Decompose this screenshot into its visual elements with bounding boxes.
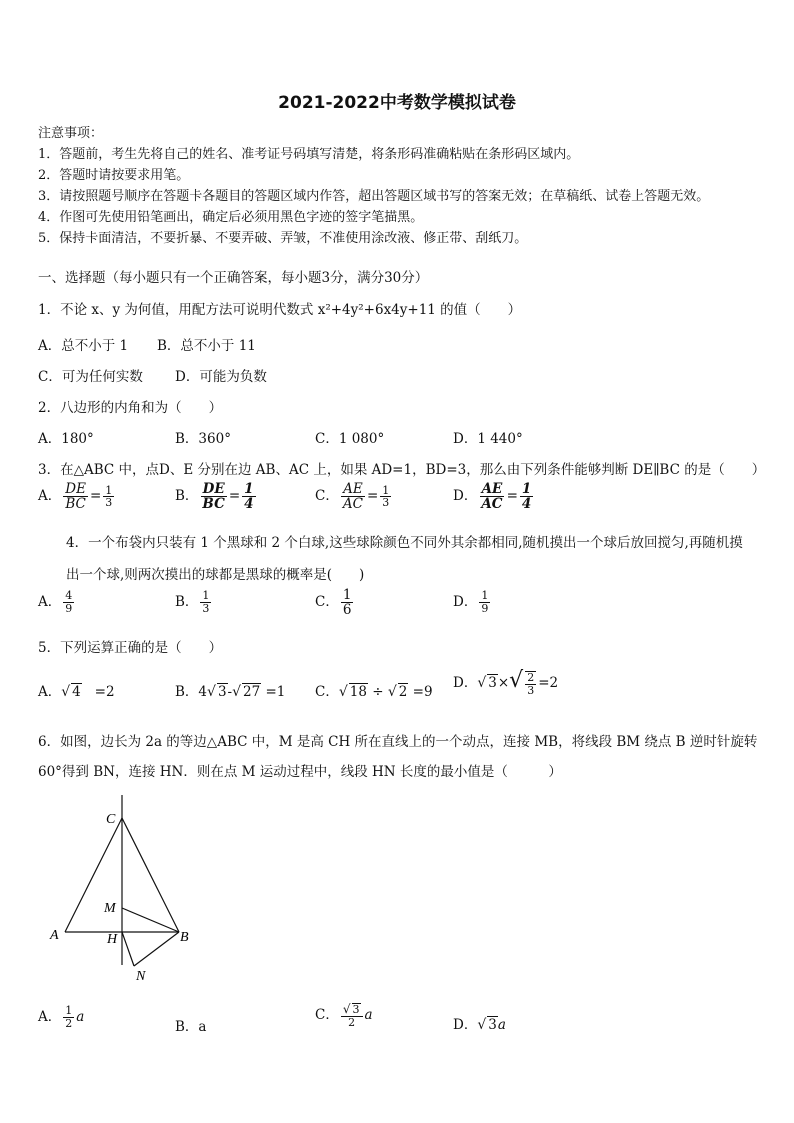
note-item: 5．保持卡面清洁，不要折暴、不要弄破、弄皱，不准使用涂改液、修正带、刮纸刀。: [38, 231, 528, 246]
q1-option-b: B．总不小于 11: [157, 338, 256, 354]
q3-option-d: D． $\frac{AE}{AC}$ = $\frac{1}{4}$: [453, 481, 532, 513]
label-c: C: [106, 812, 116, 827]
note-item: 1．答题前，考生先将自己的姓名、准考证号码填写清楚，将条形码准确粘贴在条形码区域内。: [38, 147, 580, 162]
q4-option-b: B． $\frac{1}{3}$: [175, 589, 210, 615]
question-5-stem: 5．下列运算正确的是（ ）: [38, 640, 223, 656]
q1-option-a: A．总不小于 1: [38, 338, 129, 354]
q3-option-b: B． $\frac{DE}{BC}$ = $\frac{1}{4}$: [175, 481, 254, 513]
question-2-stem: 2．八边形的内角和为（ ）: [38, 400, 223, 416]
q6-option-c: C． $\frac{√ 3}{2}$ a: [315, 1002, 373, 1029]
section-heading: 一、选择题（每小题只有一个正确答案，每小题3分，满分30分）: [38, 270, 429, 286]
q5-option-d: D．√ 3×√ $\frac{2}{3}$ =2: [453, 668, 559, 697]
note-item: 2．答题时请按要求用笔。: [38, 168, 190, 183]
segment-nb: [134, 932, 179, 966]
q2-option-c: C．1 080°: [315, 431, 385, 447]
note-item: 3．请按照题号顺序在答题卡各题目的答题区域内作答，超出答题区域书写的答案无效；在草稿纸、试卷上答题无效。: [38, 189, 710, 204]
question-4-line-2: 出一个球,则两次摸出的球都是黑球的概率是( ): [66, 567, 365, 583]
notes-heading: 注意事项：: [38, 126, 104, 141]
q6-option-a: A． $\frac{1}{2}$ a: [38, 1004, 85, 1030]
segment-mb: [122, 908, 179, 932]
label-h: H: [107, 932, 118, 947]
side-cb: [122, 818, 179, 932]
note-item: 4．作图可先使用铅笔画出，确定后必须用黑色字迹的签字笔描黑。: [38, 210, 424, 225]
q2-option-a: A．180°: [38, 431, 94, 447]
question-1-stem: 1．不论 x、y 为何值，用配方法可说明代数式 x²+4y²+6x4y+11 的值（ ）: [38, 302, 522, 318]
q6-option-d: D．√ 3a: [453, 1017, 506, 1033]
q6-option-b: B．a: [175, 1019, 207, 1035]
q4-option-a: A． $\frac{4}{9}$: [38, 589, 73, 615]
q1-option-c: C．可为任何实数: [38, 369, 143, 385]
q1-option-d: D．可能为负数: [175, 369, 267, 385]
q5-option-c: C．√ 18 ÷ √ 2 =9: [315, 684, 433, 700]
q4-option-c: C． $\frac{1}{6}$: [315, 587, 352, 619]
triangle-figure: [30, 790, 220, 990]
q2-option-d: D．1 440°: [453, 431, 523, 447]
label-a: A: [50, 928, 59, 943]
question-6-line-1: 6．如图，边长为 2a 的等边△ABC 中，M 是高 CH 所在直线上的一个动点，连接 MB，将线段 BM 绕点 B 逆时针旋转: [38, 734, 758, 750]
q3-option-c: C． $\frac{AE}{AC}$ = $\frac{1}{3}$: [315, 481, 390, 513]
question-4-line-1: 4．一个布袋内只装有 1 个黑球和 2 个白球,这些球除颜色不同外其余都相同,随机摸出一个球后放回搅匀,再随机摸: [66, 535, 743, 551]
q4-option-d: D． $\frac{1}{9}$: [453, 589, 489, 615]
question-3-stem: 3．在△ABC 中，点D、E 分别在边 AB、AC 上，如果 AD=1，BD=3，那么由下列条件能够判断 DE∥BC 的是（ ）: [38, 462, 766, 478]
q2-option-b: B．360°: [175, 431, 231, 447]
segment-hn: [122, 932, 134, 966]
q5-option-a: A．√ 4 =2: [38, 684, 115, 700]
q3-option-a: A． $\frac{DE}{BC}$ = $\frac{1}{3}$: [38, 481, 113, 513]
question-6-line-2: 60°得到 BN，连接 HN．则在点 M 运动过程中，线段 HN 长度的最小值是（ ）: [38, 764, 562, 780]
label-b: B: [180, 930, 189, 945]
page-title: 2021-2022中考数学模拟试卷: [278, 93, 516, 113]
q5-option-b: B．4√ 3-√ 27 =1: [175, 684, 286, 700]
label-m: M: [104, 901, 116, 916]
label-n: N: [136, 969, 146, 984]
